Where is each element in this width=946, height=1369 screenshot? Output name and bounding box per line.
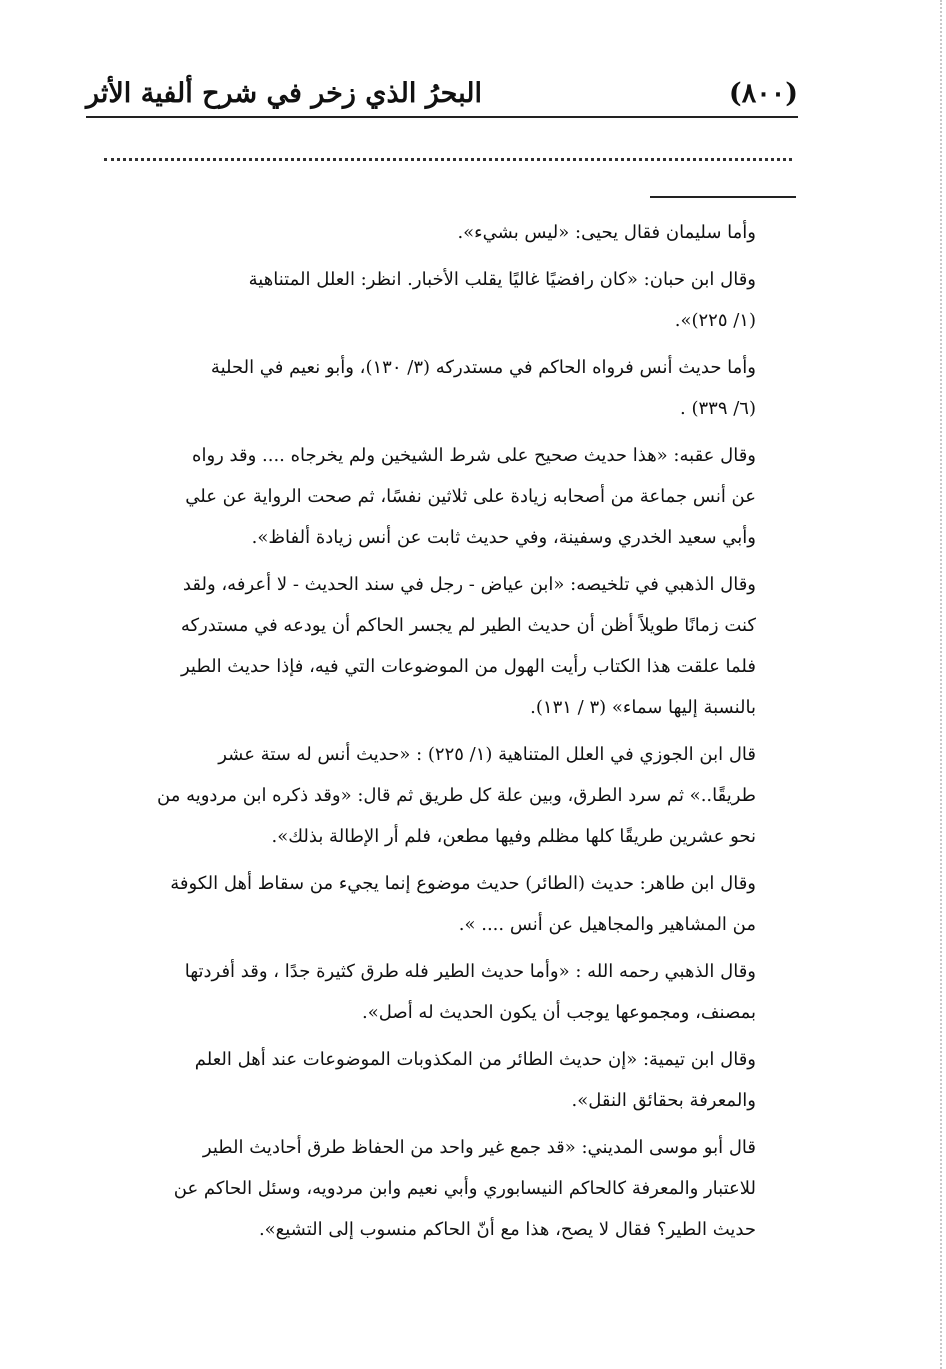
- footnote-paragraph: [88, 951, 756, 1033]
- text-line: قال أبو موسى المديني: «قد جمع غير واحد من الحفاظ طرق أحاديث الطير: [202, 1137, 756, 1158]
- footnote-text: [88, 212, 756, 1256]
- text-line: من المشاهير والمجاهيل عن أنس .... ».: [458, 914, 756, 935]
- footnote-separator: [650, 196, 796, 198]
- text-line: طريقًا..» ثم سرد الطرق، وبين علة كل طريق ثم قال: «وقد ذكره ابن مردويه من: [157, 785, 756, 806]
- text-line: (١/ ٢٢٥)».: [674, 310, 756, 331]
- text-line: وقال عقبه: «هذا حديث صحيح على شرط الشيخين ولم يخرجاه .... وقد رواه: [192, 445, 756, 466]
- text-line: وأما حديث أنس فرواه الحاكم في مستدركه (٣/ ١٣٠)، وأبو نعيم في الحلية: [210, 357, 756, 378]
- footnote-paragraph: [88, 863, 756, 945]
- text-line: عن أنس جماعة من أصحابه زيادة على ثلاثين نفسًا، ثم صحت الرواية عن علي: [185, 486, 756, 507]
- text-line: (٦/ ٣٣٩) .: [680, 398, 756, 419]
- text-line: للاعتبار والمعرفة كالحاكم النيسابوري وأبي نعيم وابن مردويه، وسئل الحاكم عن: [173, 1178, 756, 1199]
- text-line: قال ابن الجوزي في العلل المتناهية (١/ ٢٢٥) : «حديث أنس له ستة عشر: [218, 744, 756, 765]
- text-line: فلما علقت هذا الكتاب رأيت الهول من الموضوعات التي فيه، فإذا حديث الطير: [180, 656, 756, 677]
- footnote-paragraph: [88, 1039, 756, 1121]
- text-line: وأبي سعيد الخدري وسفينة، وفي حديث ثابت عن أنس زيادة ألفاظ».: [251, 527, 756, 548]
- footnote-paragraph: [88, 734, 756, 857]
- text-line: حديث الطير؟ فقال لا يصح، هذا مع أنّ الحاكم منسوب إلى التشيع».: [258, 1219, 756, 1240]
- text-line: بمصنف، ومجموعها يوجب أن يكون الحديث له أصل».: [362, 1002, 756, 1023]
- footnote-paragraph: [88, 212, 756, 253]
- text-line: كنت زمانًا طويلاً أظن أن حديث الطير لم يجسر الحاكم أن يودعه في مستدركه: [180, 615, 756, 636]
- footnote-paragraph: [88, 259, 756, 341]
- text-line: وقال ابن طاهر: حديث (الطائر) حديث موضوع إنما يجيء من سقاط أهل الكوفة: [170, 873, 756, 894]
- footnote-paragraph: [88, 564, 756, 728]
- footnote-paragraph: [88, 1127, 756, 1250]
- text-line: وقال الذهبي في تلخيصه: «ابن عياض - رجل في سند الحديث - لا أعرفه، ولقد: [182, 574, 756, 595]
- text-line: وقال ابن تيمية: «إن حديث الطائر من المكذوبات الموضوعات عند أهل العلم: [194, 1049, 756, 1070]
- text-line: بالنسبة إليها سماء» (٣ / ١٣١).: [530, 697, 756, 718]
- text-line: نحو عشرين طريقًا كلها مظلم وفيها مطعن، فلم أر الإطالة بذلك».: [271, 826, 756, 847]
- page-header: [86, 78, 798, 114]
- text-line: وقال الذهبي رحمه الله : «وأما حديث الطير فله طرق كثيرة جدًا ، وقد أفردتها: [184, 961, 756, 982]
- text-line: وقال ابن حبان: «كان رافضيًا غاليًا يقلب الأخبار. انظر: العلل المتناهية: [248, 269, 756, 290]
- page-number: (٨٠٠): [728, 78, 798, 109]
- text-line: والمعرفة بحقائق النقل».: [571, 1090, 756, 1111]
- running-title: البحرُ الذي زخر في شرح ألفية الأثر: [86, 78, 482, 109]
- header-rule: [86, 116, 798, 118]
- margin-dotted-line: [928, 0, 942, 1369]
- footnote-paragraph: [88, 347, 756, 429]
- footnote-paragraph: [88, 435, 756, 558]
- dotted-separator: [104, 158, 792, 161]
- text-line: وأما سليمان فقال يحيى: «ليس بشيء».: [457, 222, 756, 243]
